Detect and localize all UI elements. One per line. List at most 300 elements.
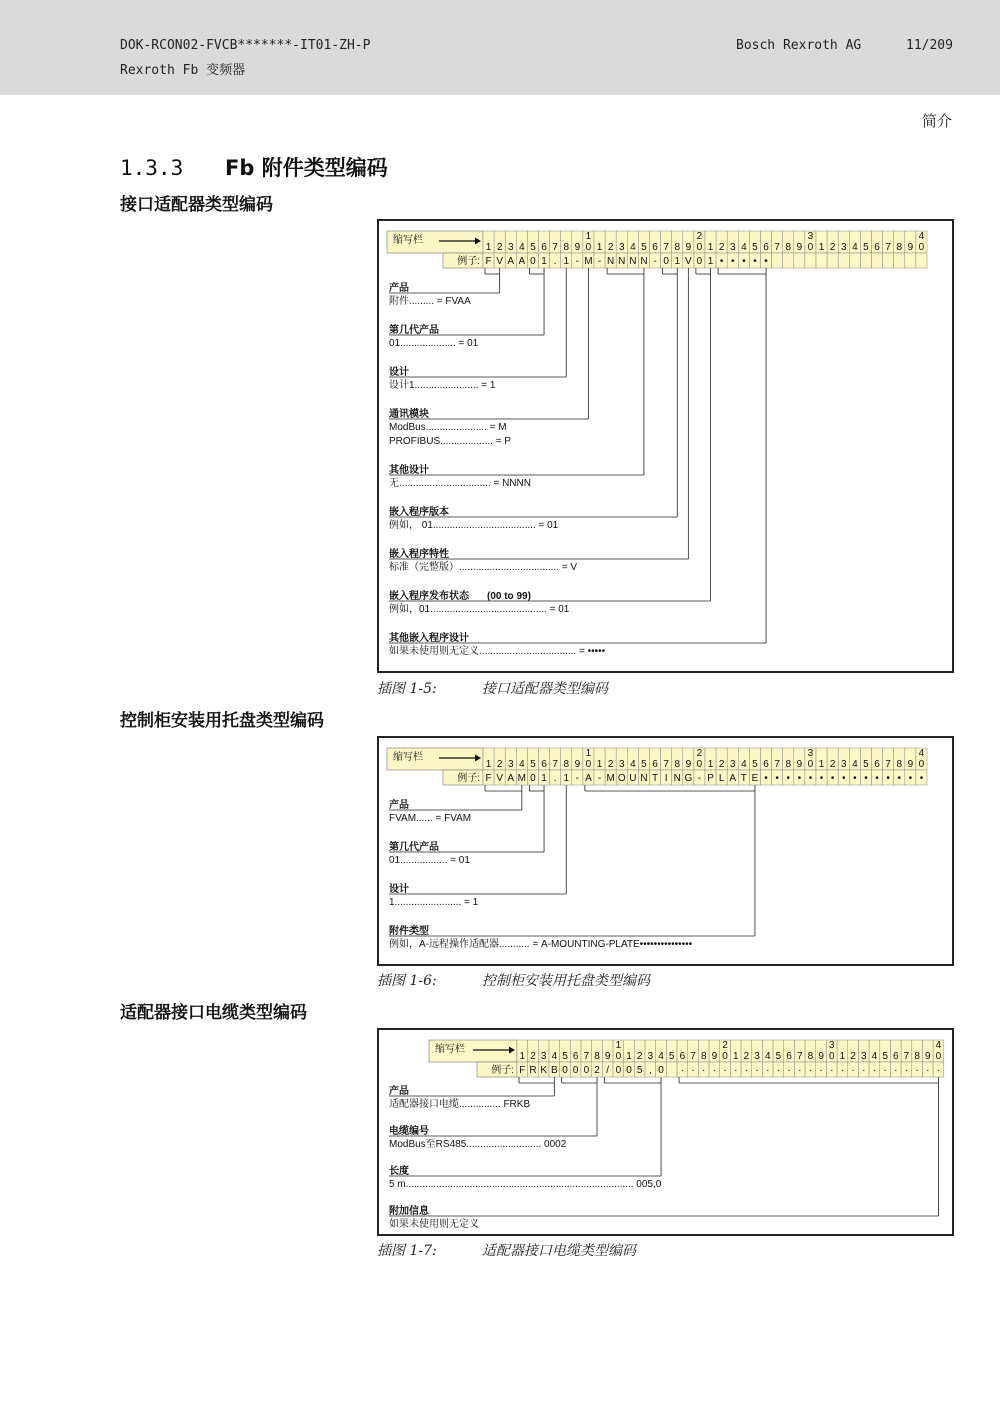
position-tens: 4: [918, 231, 925, 242]
example-cell: [860, 253, 871, 268]
position-number: 4: [551, 1051, 558, 1062]
example-char: N: [673, 773, 681, 784]
example-char: A: [729, 773, 737, 784]
page-number: 11/209: [906, 38, 953, 53]
example-char: 0: [626, 1065, 632, 1076]
position-number: 7: [663, 242, 669, 253]
example-char: ·: [776, 1065, 781, 1076]
example-cell: [816, 253, 827, 268]
page-header: [0, 0, 1000, 95]
position-number: 2: [607, 242, 614, 253]
position-number: 5: [530, 759, 536, 770]
example-label: 例子:: [491, 1065, 514, 1076]
position-number: 1: [818, 759, 825, 770]
position-number: 3: [754, 1051, 760, 1062]
example-char: -: [575, 773, 580, 784]
position-number: 1: [707, 242, 714, 253]
position-number: 9: [574, 242, 581, 253]
position-number: 8: [700, 1051, 707, 1062]
example-char: V: [496, 256, 503, 267]
example-char: 0: [615, 1065, 622, 1076]
field-title: 其他嵌入程序设计: [389, 633, 469, 644]
position-number: 6: [786, 1051, 792, 1062]
example-char: U: [629, 773, 637, 784]
position-number: 9: [907, 242, 914, 253]
position-number: 7: [552, 242, 558, 253]
abbr-label: 缩写栏: [393, 235, 423, 246]
position-number: 1: [732, 1051, 739, 1062]
position-number: 4: [658, 1051, 664, 1062]
field-title: 通讯模块: [389, 409, 429, 420]
figure-1-caption: [377, 678, 608, 698]
position-tens: 1: [585, 748, 592, 759]
position-number: 0: [696, 759, 703, 770]
field-title: 产品: [389, 1086, 409, 1097]
example-char: 0: [530, 773, 536, 784]
example-char: •: [875, 773, 879, 784]
position-number: 9: [604, 1051, 611, 1062]
position-number: 0: [935, 1051, 942, 1062]
doc-id: DOK-RCON02-FVCB*******-IT01-ZH-P: [120, 38, 371, 53]
position-number: 7: [885, 759, 891, 770]
example-char: ·: [808, 1065, 813, 1076]
section-title: Fb 附件类型编码: [225, 156, 388, 180]
example-char: ·: [840, 1065, 845, 1076]
position-number: 6: [541, 242, 547, 253]
position-number: 8: [914, 1051, 920, 1062]
position-number: 0: [918, 242, 925, 253]
position-number: 1: [519, 1051, 526, 1062]
example-char: ·: [712, 1065, 717, 1076]
example-char: N: [640, 256, 648, 267]
field-line: 附件......... = FVAA: [389, 296, 471, 307]
field-line: 5 m.................................................................................. 005,0: [389, 1179, 662, 1190]
example-char: •: [919, 773, 924, 784]
example-char: G: [684, 773, 693, 784]
company-name: Bosch Rexroth AG: [736, 38, 862, 53]
field-line: 如果未使用则无定义: [389, 1219, 479, 1230]
figure-1-subtitle: 接口适配器类型编码: [120, 195, 273, 215]
example-char: ·: [936, 1065, 941, 1076]
field-title: 设计: [389, 884, 409, 895]
position-number: 6: [893, 1051, 899, 1062]
example-char: P: [707, 773, 714, 784]
position-number: 7: [796, 1051, 803, 1062]
position-number: 5: [882, 1051, 888, 1062]
position-number: 5: [530, 242, 536, 253]
example-char: ·: [787, 1065, 791, 1076]
position-number: 3: [507, 759, 514, 770]
field-title: 长度: [389, 1166, 409, 1177]
position-number: 1: [596, 242, 603, 253]
example-char: M: [584, 256, 593, 267]
example-char: •: [841, 773, 846, 784]
field-title: 嵌入程序特性: [389, 549, 449, 560]
position-number: 9: [818, 1051, 824, 1062]
example-char: .: [553, 256, 557, 267]
field-title: 第几代产品: [389, 842, 439, 853]
example-char: R: [529, 1065, 537, 1076]
field-title: 嵌入程序版本: [389, 507, 449, 518]
example-char: ·: [798, 1065, 802, 1076]
example-cell: [849, 253, 860, 268]
example-cell: [827, 253, 838, 268]
field-line: 01.................... = 01: [389, 338, 479, 349]
example-char: 1: [541, 256, 547, 267]
section-label: 简介: [921, 112, 952, 130]
example-char: •: [764, 256, 768, 267]
position-number: 6: [763, 242, 769, 253]
example-char: ·: [691, 1065, 695, 1076]
position-number: 2: [850, 1051, 856, 1062]
position-number: 6: [541, 759, 547, 770]
caption-text: 适配器接口电缆类型编码: [482, 1243, 636, 1259]
caption-number: 插图 1-7:: [377, 1243, 437, 1259]
type-code-figure-1: [377, 219, 954, 673]
example-char: ·: [872, 1065, 877, 1076]
position-number: 7: [885, 242, 891, 253]
example-char: ·: [755, 1065, 759, 1076]
example-char: 5: [636, 1065, 643, 1076]
position-number: 8: [563, 242, 570, 253]
position-tens: 3: [807, 748, 814, 759]
position-number: 4: [519, 759, 525, 770]
example-char: N: [640, 773, 648, 784]
position-tens: 2: [696, 748, 703, 759]
position-number: 5: [668, 1051, 675, 1062]
position-number: 6: [652, 759, 658, 770]
position-number: 6: [763, 759, 769, 770]
position-number: 0: [585, 242, 592, 253]
type-code-figure-3: [377, 1028, 954, 1236]
type-code-diagram: [379, 1030, 952, 1234]
position-tens: 1: [615, 1040, 622, 1051]
example-char: -: [653, 256, 657, 267]
example-char: •: [886, 773, 890, 784]
position-number: 6: [679, 1051, 686, 1062]
position-number: 0: [918, 759, 925, 770]
example-char: •: [764, 773, 768, 784]
example-char: .: [553, 773, 557, 784]
position-number: 4: [871, 1051, 878, 1062]
example-char: 0: [583, 1065, 590, 1076]
example-char: M: [517, 773, 527, 784]
position-number: 9: [925, 1051, 931, 1062]
position-number: 3: [840, 759, 847, 770]
position-number: 5: [863, 242, 869, 253]
position-number: 2: [718, 242, 725, 253]
example-cell: [666, 1062, 677, 1077]
abbr-label: 缩写栏: [435, 1044, 465, 1055]
position-number: 8: [594, 1051, 600, 1062]
position-number: 8: [563, 759, 570, 770]
position-number: 5: [775, 1051, 782, 1062]
position-tens: 3: [807, 231, 814, 242]
example-char: V: [685, 256, 692, 267]
position-tens: 3: [828, 1040, 835, 1051]
position-number: 2: [829, 242, 836, 253]
position-number: 7: [690, 1051, 696, 1062]
example-label: 例子:: [457, 773, 480, 784]
example-cell: [905, 253, 916, 268]
example-char: L: [718, 773, 725, 784]
figure-2-subtitle: 控制柜安装用托盘类型编码: [120, 711, 324, 731]
position-number: 9: [796, 242, 803, 253]
section-heading: [120, 152, 388, 182]
position-number: 9: [796, 759, 803, 770]
position-number: 4: [741, 242, 747, 253]
type-code-diagram: [379, 738, 952, 964]
field-title: 嵌入程序发布状态: [389, 591, 469, 602]
position-number: 3: [840, 242, 847, 253]
position-number: 4: [852, 242, 858, 253]
position-number: 7: [774, 242, 780, 253]
position-number: 4: [764, 1051, 771, 1062]
abbr-label: 缩写栏: [393, 752, 423, 763]
type-code-diagram: [379, 221, 952, 671]
position-number: 3: [647, 1051, 654, 1062]
position-tens: 4: [918, 748, 925, 759]
example-char: •: [897, 773, 902, 784]
example-cell: [794, 253, 805, 268]
position-number: 7: [552, 759, 558, 770]
example-char: F: [485, 773, 492, 784]
caption-number: 插图 1-5:: [377, 681, 437, 697]
example-char: •: [775, 773, 779, 784]
example-char: •: [908, 773, 913, 784]
position-number: 2: [496, 242, 503, 253]
example-char: ,: [648, 1065, 652, 1076]
position-number: 8: [785, 759, 792, 770]
position-number: 0: [828, 1051, 835, 1062]
position-tens: 1: [585, 231, 592, 242]
example-char: A: [507, 256, 515, 267]
example-char: M: [606, 773, 615, 784]
example-char: 0: [562, 1065, 568, 1076]
example-label: 例子:: [457, 256, 480, 267]
example-cell: [838, 253, 849, 268]
position-number: 3: [540, 1051, 547, 1062]
example-char: •: [797, 773, 802, 784]
field-line: 无................................. = NNNN: [389, 478, 531, 489]
position-number: 4: [630, 242, 636, 253]
field-title: 其他设计: [389, 465, 429, 476]
position-number: 2: [530, 1051, 536, 1062]
position-number: 0: [615, 1051, 622, 1062]
position-number: 5: [562, 1051, 568, 1062]
figure-2-caption: [377, 970, 650, 990]
position-number: 4: [741, 759, 747, 770]
example-char: 1: [541, 773, 547, 784]
example-char: V: [496, 773, 503, 784]
position-number: 4: [519, 242, 525, 253]
field-title: 第几代产品: [389, 325, 439, 336]
example-char: ·: [862, 1065, 866, 1076]
example-char: F: [485, 256, 492, 267]
position-number: 2: [496, 759, 503, 770]
example-char: T: [740, 773, 747, 784]
position-number: 1: [839, 1051, 846, 1062]
example-char: A: [507, 773, 515, 784]
field-title-extra: (00 to 99): [487, 591, 531, 602]
example-char: N: [629, 256, 637, 267]
example-char: 1: [707, 256, 714, 267]
position-number: 3: [729, 242, 736, 253]
example-char: ·: [926, 1065, 930, 1076]
example-char: •: [853, 773, 857, 784]
example-char: N: [607, 256, 615, 267]
position-number: 2: [829, 759, 836, 770]
field-line: 标准（完整版）.................................... = V: [389, 562, 578, 573]
position-number: 6: [652, 242, 658, 253]
example-char: •: [819, 773, 824, 784]
example-char: B: [551, 1065, 558, 1076]
example-char: 0: [696, 256, 703, 267]
example-cell: [772, 253, 783, 268]
field-line: 例如，A-远程操作适配器........... = A-MOUNTING-PLATE•••••••••••••••: [389, 939, 693, 950]
position-number: 9: [907, 759, 914, 770]
example-char: F: [519, 1065, 526, 1076]
field-title: 电缆编号: [389, 1126, 429, 1137]
position-number: 4: [630, 759, 636, 770]
field-line: 适配器接口电缆............... FRKB: [389, 1099, 531, 1110]
type-code-figure-2: [377, 736, 954, 966]
position-number: 7: [774, 759, 780, 770]
position-number: 1: [485, 242, 492, 253]
position-number: 5: [863, 759, 869, 770]
example-char: K: [540, 1065, 548, 1076]
example-char: T: [651, 773, 659, 784]
example-char: •: [719, 256, 724, 267]
position-number: 5: [752, 759, 758, 770]
position-number: 4: [852, 759, 858, 770]
example-cell: [783, 253, 794, 268]
example-char: 1: [563, 773, 570, 784]
field-title: 附加信息: [389, 1206, 429, 1217]
example-char: /: [606, 1065, 610, 1076]
field-line: 如果未使用则无定义................................... = •••••: [389, 646, 606, 657]
position-number: 3: [618, 759, 625, 770]
product-name: Rexroth Fb 变频器: [120, 63, 246, 78]
example-char: 0: [530, 256, 536, 267]
example-char: •: [786, 773, 791, 784]
field-title: 设计: [389, 367, 409, 378]
example-char: A: [585, 773, 592, 784]
position-number: 8: [896, 242, 903, 253]
example-char: ·: [851, 1065, 855, 1076]
position-number: 9: [711, 1051, 718, 1062]
position-number: 1: [596, 759, 603, 770]
position-number: 3: [507, 242, 514, 253]
position-number: 8: [785, 242, 792, 253]
position-number: 3: [860, 1051, 867, 1062]
position-number: 2: [718, 759, 725, 770]
example-cell: [916, 253, 927, 268]
position-number: 6: [572, 1051, 579, 1062]
position-number: 1: [485, 759, 492, 770]
position-number: 0: [722, 1051, 728, 1062]
example-cell: [805, 253, 816, 268]
field-line: 1........................ = 1: [389, 897, 479, 908]
position-number: 9: [685, 759, 692, 770]
field-line: 例如，01.......................................... = 01: [389, 604, 570, 615]
position-number: 3: [618, 242, 625, 253]
field-line: FVAM...... = FVAM: [389, 813, 472, 824]
position-number: 5: [752, 242, 758, 253]
position-number: 0: [807, 759, 814, 770]
example-char: ·: [915, 1065, 919, 1076]
example-char: •: [742, 256, 746, 267]
position-number: 5: [641, 242, 647, 253]
example-char: ·: [702, 1065, 706, 1076]
position-number: 7: [903, 1051, 910, 1062]
example-char: ·: [883, 1065, 887, 1076]
field-line: ModBus至RS485........................... 0002: [389, 1139, 567, 1150]
example-char: -: [575, 256, 580, 267]
position-tens: 2: [722, 1040, 728, 1051]
figure-3-caption: [377, 1240, 636, 1260]
caption-text: 控制柜安装用托盘类型编码: [482, 973, 650, 989]
field-line: PROFIBUS................... = P: [389, 436, 511, 447]
position-tens: 2: [696, 231, 703, 242]
field-line: 设计1....................... = 1: [389, 380, 496, 391]
position-number: 8: [674, 242, 681, 253]
example-cell: [883, 253, 894, 268]
example-char: •: [730, 256, 735, 267]
example-char: •: [830, 773, 835, 784]
position-number: 1: [626, 1051, 632, 1062]
example-char: ·: [723, 1065, 727, 1076]
position-number: 6: [874, 242, 880, 253]
example-char: ·: [904, 1065, 909, 1076]
field-line: ModBus...................... = M: [389, 422, 507, 433]
example-char: 0: [572, 1065, 579, 1076]
example-char: ·: [830, 1065, 834, 1076]
field-line: 例如， 01..................................... = 01: [389, 520, 559, 531]
example-cell: [894, 253, 905, 268]
position-number: 8: [674, 759, 681, 770]
position-number: 7: [663, 759, 669, 770]
position-number: 2: [636, 1051, 643, 1062]
field-title: 产品: [389, 800, 409, 811]
field-title: 附件类型: [389, 926, 429, 937]
position-number: 6: [874, 759, 880, 770]
position-number: 9: [574, 759, 581, 770]
example-char: 1: [674, 256, 681, 267]
example-char: •: [864, 773, 868, 784]
field-line: 01................. = 01: [389, 855, 470, 866]
position-number: 9: [685, 242, 692, 253]
example-char: ·: [894, 1065, 898, 1076]
example-cell: [872, 253, 883, 268]
example-char: A: [518, 256, 526, 267]
caption-text: 接口适配器类型编码: [482, 681, 608, 697]
position-number: 0: [807, 242, 814, 253]
example-char: 0: [658, 1065, 664, 1076]
position-number: 5: [641, 759, 647, 770]
example-char: ·: [680, 1065, 685, 1076]
position-number: 1: [707, 759, 714, 770]
position-number: 0: [585, 759, 592, 770]
position-tens: 4: [935, 1040, 942, 1051]
position-number: 7: [583, 1051, 590, 1062]
example-char: •: [753, 256, 757, 267]
position-number: 3: [729, 759, 736, 770]
example-char: -: [597, 773, 602, 784]
example-char: ·: [766, 1065, 770, 1076]
position-number: 1: [818, 242, 825, 253]
example-char: 1: [563, 256, 570, 267]
